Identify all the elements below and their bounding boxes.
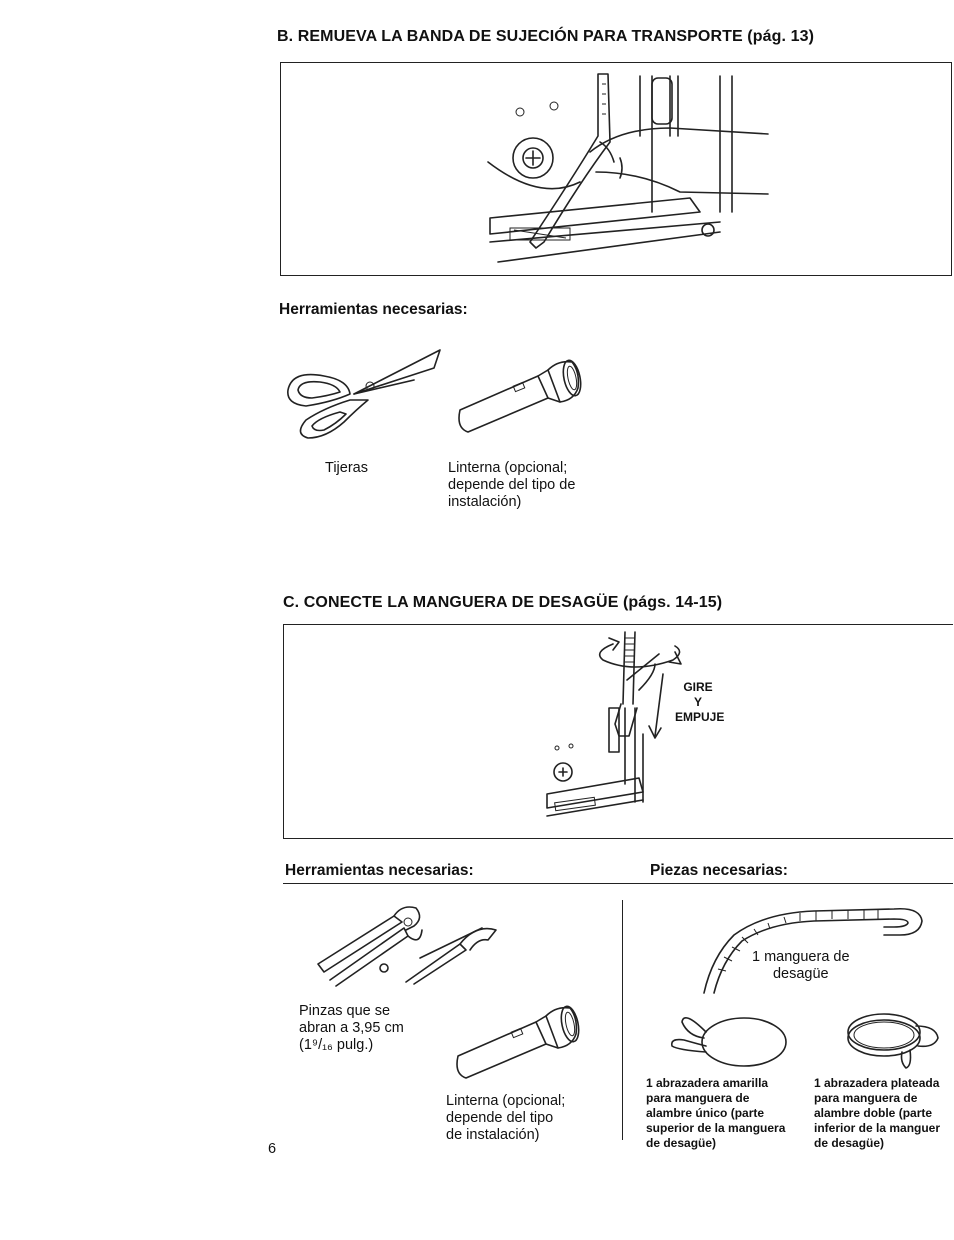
section-b-illustration-frame [280, 62, 952, 276]
section-c-illustration-frame [283, 624, 953, 839]
scissors-icon [284, 350, 444, 442]
part-label-drain-hose: 1 manguera de desagüe [752, 949, 850, 982]
flashlight-icon [454, 358, 584, 434]
twist-push-annotation: GIRE Y EMPUJE [675, 680, 725, 724]
tool-label-flashlight-b: Linterna (opcional; depende del tipo de instalación) [448, 460, 576, 510]
drain-hose-connection-illustration [283, 624, 953, 839]
part-label-yellow-clamp: 1 abrazadera amarilla para manguera de alambre único (parte superior de la manguera de desagüe) [646, 1076, 786, 1150]
tool-label-scissors: Tijeras [325, 460, 368, 476]
tool-label-flashlight-c: Linterna (opcional; depende del tipo de instalación) [446, 1093, 566, 1143]
page-number: 6 [268, 1141, 277, 1157]
pliers-icon [310, 902, 500, 984]
section-b-tools-heading: Herramientas necesarias: [279, 301, 468, 318]
section-c-title: C. CONECTE LA MANGUERA DE DESAGÜE (págs. 14-15) [283, 594, 723, 611]
double-wire-clamp-icon [840, 1006, 950, 1072]
tools-parts-divider [622, 900, 623, 1140]
section-b-title: B. REMUEVA LA BANDA DE SUJECIÓN PARA TRANSPORTE (pág. 13) [277, 28, 814, 45]
flashlight-icon [452, 1004, 582, 1080]
section-c-tools-heading: Herramientas necesarias: [285, 862, 474, 879]
section-c-tools-divider [283, 883, 953, 884]
section-c-parts-heading: Piezas necesarias: [650, 862, 788, 879]
single-wire-clamp-icon [664, 1008, 794, 1074]
part-label-silver-clamp: 1 abrazadera plateada para manguera de alambre doble (parte inferior de la manguer de desagüe) [814, 1076, 941, 1150]
tool-label-pliers: Pinzas que se abran a 3,95 cm (1⁹/₁₆ pulg.) [299, 1003, 404, 1053]
shipping-strap-removal-illustration [280, 62, 952, 276]
